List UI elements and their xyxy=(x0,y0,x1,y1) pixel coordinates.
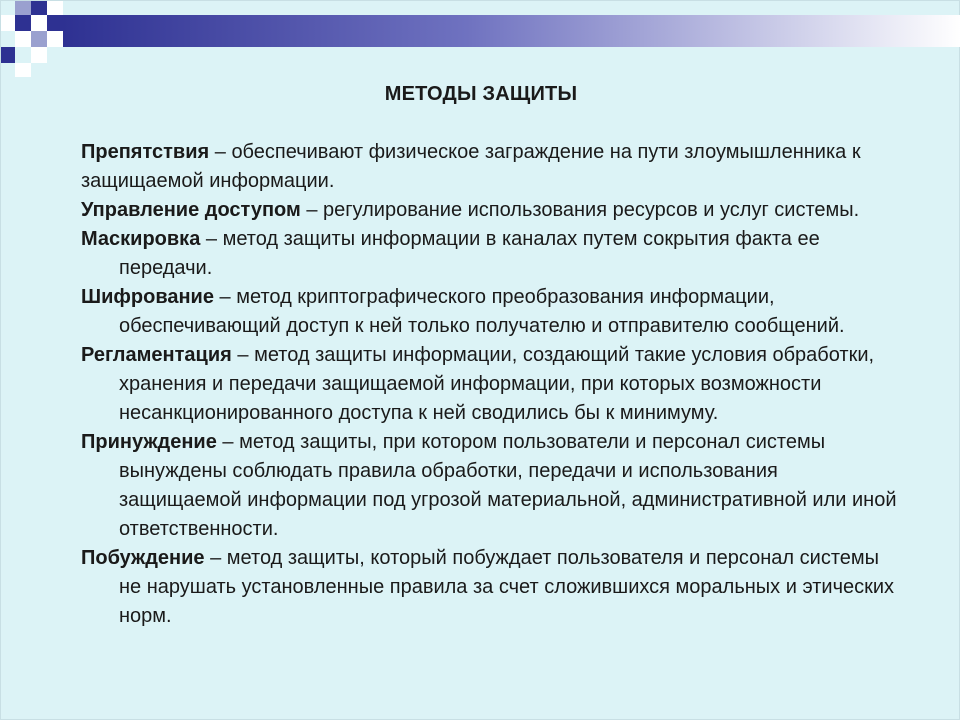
definition-term: Управление доступом xyxy=(81,199,301,221)
header-gradient-bar xyxy=(63,15,960,47)
header-decoration xyxy=(1,1,960,81)
definition-text: метод защиты информации, создающий такие условия обработки, хранения и передачи защищаемой информации, при которых возможности несанкционированного доступа к ней сводились бы к минимуму. xyxy=(119,344,875,424)
definition-text: обеспечивают физическое заграждение на пути злоумышленника к защищаемой информации. xyxy=(81,141,861,192)
definition-item xyxy=(81,138,901,196)
definition-separator: – xyxy=(214,141,226,163)
slide-title: МЕТОДЫ ЗАЩИТЫ xyxy=(384,83,578,105)
definition-text: метод криптографического преобразования информации, обеспечивающий доступ к ней только получателю и отправителю сообщений. xyxy=(119,286,845,337)
definition-term: Шифрование xyxy=(81,286,214,308)
definition-term: Принуждение xyxy=(81,431,217,453)
definition-separator: – xyxy=(306,199,318,221)
definition-term: Маскировка xyxy=(81,228,201,250)
definition-text: метод защиты информации в каналах путем сокрытия факта ее передачи. xyxy=(119,228,820,279)
definition-item xyxy=(81,196,901,225)
definition-separator: – xyxy=(237,344,249,366)
definitions-list xyxy=(81,138,901,631)
definition-item xyxy=(81,283,901,341)
definition-separator: – xyxy=(219,286,231,308)
definition-item xyxy=(81,428,901,544)
definition-text: метод защиты, который побуждает пользователя и персонал системы не нарушать установленные правила за счет сложившихся моральных и этических норм. xyxy=(119,547,895,627)
definition-term: Побуждение xyxy=(81,547,205,569)
definition-separator: – xyxy=(222,431,234,453)
definition-item xyxy=(81,544,901,631)
definition-separator: – xyxy=(205,228,218,250)
definition-term: Препятствия xyxy=(81,141,210,163)
corner-squares xyxy=(1,1,63,77)
definition-text: метод защиты, при котором пользователи и персонал системы вынуждены соблюдать правила обработки, передачи и использования защищаемой информации под угрозой материальной, административной или иной ответственности. xyxy=(119,431,897,540)
definition-text: регулирование использования ресурсов и услуг системы. xyxy=(323,199,860,221)
definition-item xyxy=(81,225,901,283)
definition-separator: – xyxy=(210,547,222,569)
definition-item xyxy=(81,341,901,428)
definition-term: Регламентация xyxy=(81,344,232,366)
